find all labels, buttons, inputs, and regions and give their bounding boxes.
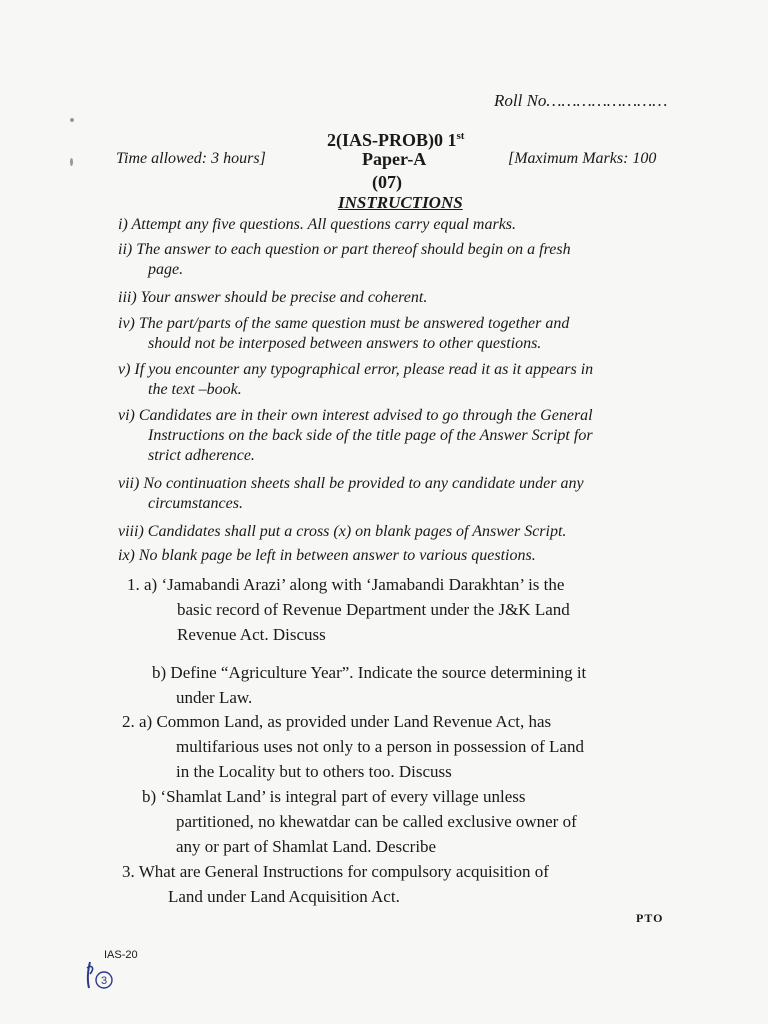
question-line: 1. a) ‘Jamabandi Arazi’ along with ‘Jamabandi Darakhtan’ is the [127, 575, 565, 594]
instruction-line: strict adherence. [148, 447, 255, 464]
footer-code: IAS-20 [104, 949, 138, 961]
question-line: 2. a) Common Land, as provided under Land Revenue Act, has [122, 712, 552, 731]
question-line: under Law. [176, 688, 253, 707]
time-allowed: Time allowed: 3 hours] [116, 150, 266, 167]
instruction-line: v) If you encounter any typographical error, please read it as it appears in [118, 361, 594, 378]
question-line: Revenue Act. Discuss [177, 625, 326, 644]
instruction-line: viii) Candidates shall put a cross (x) on blank pages of Answer Script. [118, 523, 567, 540]
instruction-item [118, 546, 692, 566]
instruction-line: iv) The part/parts of the same question must be answered together and [118, 315, 570, 332]
question-line: 3. What are General Instructions for compulsory acquisition of [122, 862, 549, 881]
instruction-line: i) Attempt any five questions. All questions carry equal marks. [118, 216, 517, 233]
question-3 [122, 859, 692, 909]
question-line: b) ‘Shamlat Land’ is integral part of every village unless [142, 787, 526, 806]
paper-code [327, 130, 464, 151]
roll-number-field: Roll No…………………… [494, 91, 668, 110]
question-2b [142, 784, 692, 859]
instruction-line: should not be interposed between answers to other questions. [148, 335, 542, 352]
maximum-marks: [Maximum Marks: 100 [508, 150, 657, 167]
paper-name: Paper-A [362, 149, 427, 169]
instruction-item [118, 314, 692, 354]
please-turn-over: PTO [636, 911, 664, 925]
question-line: basic record of Revenue Department under the J&K Land [177, 600, 570, 619]
instruction-item [118, 288, 692, 308]
instruction-item [118, 215, 692, 235]
instruction-line: vii) No continuation sheets shall be provided to any candidate under any [118, 475, 584, 492]
instructions-heading: INSTRUCTIONS [338, 193, 463, 212]
question-line: b) Define “Agriculture Year”. Indicate the source determining it [152, 663, 587, 682]
instruction-line: the text –book. [148, 381, 242, 398]
instruction-line: ix) No blank page be left in between answer to various questions. [118, 547, 536, 564]
question-1b [152, 660, 692, 710]
paper-code-superscript: st [456, 130, 465, 142]
question-line: in the Locality but to others too. Discuss [176, 762, 452, 781]
question-1a [127, 572, 657, 647]
question-line: any or part of Shamlat Land. Describe [176, 837, 437, 856]
scan-speck [70, 158, 73, 166]
scan-speck [70, 118, 74, 122]
circled-number: 3 [100, 975, 108, 987]
instruction-item [118, 240, 692, 280]
instruction-line: iii) Your answer should be precise and coherent. [118, 289, 428, 306]
paper-code-text: 2(IAS-PROB)0 1 [327, 130, 457, 150]
instruction-line: vi) Candidates are in their own interest advised to go through the General [118, 407, 593, 424]
instruction-line: circumstances. [148, 495, 243, 512]
instruction-item [118, 474, 692, 514]
instruction-line: page. [148, 261, 184, 278]
instruction-item [118, 406, 692, 466]
handwritten-mark-icon [82, 958, 122, 992]
instruction-line: ii) The answer to each question or part thereof should begin on a fresh [118, 241, 571, 258]
question-line: multifarious uses not only to a person in possession of Land [176, 737, 584, 756]
instruction-line: Instructions on the back side of the title page of the Answer Script for [148, 427, 593, 444]
instruction-item [118, 360, 692, 400]
question-2a [122, 709, 692, 784]
question-line: Land under Land Acquisition Act. [168, 887, 400, 906]
instruction-item [118, 522, 692, 542]
question-line: partitioned, no khewatdar can be called exclusive owner of [176, 812, 577, 831]
handwritten-page-mark [82, 958, 122, 997]
paper-number: (07) [372, 172, 402, 192]
